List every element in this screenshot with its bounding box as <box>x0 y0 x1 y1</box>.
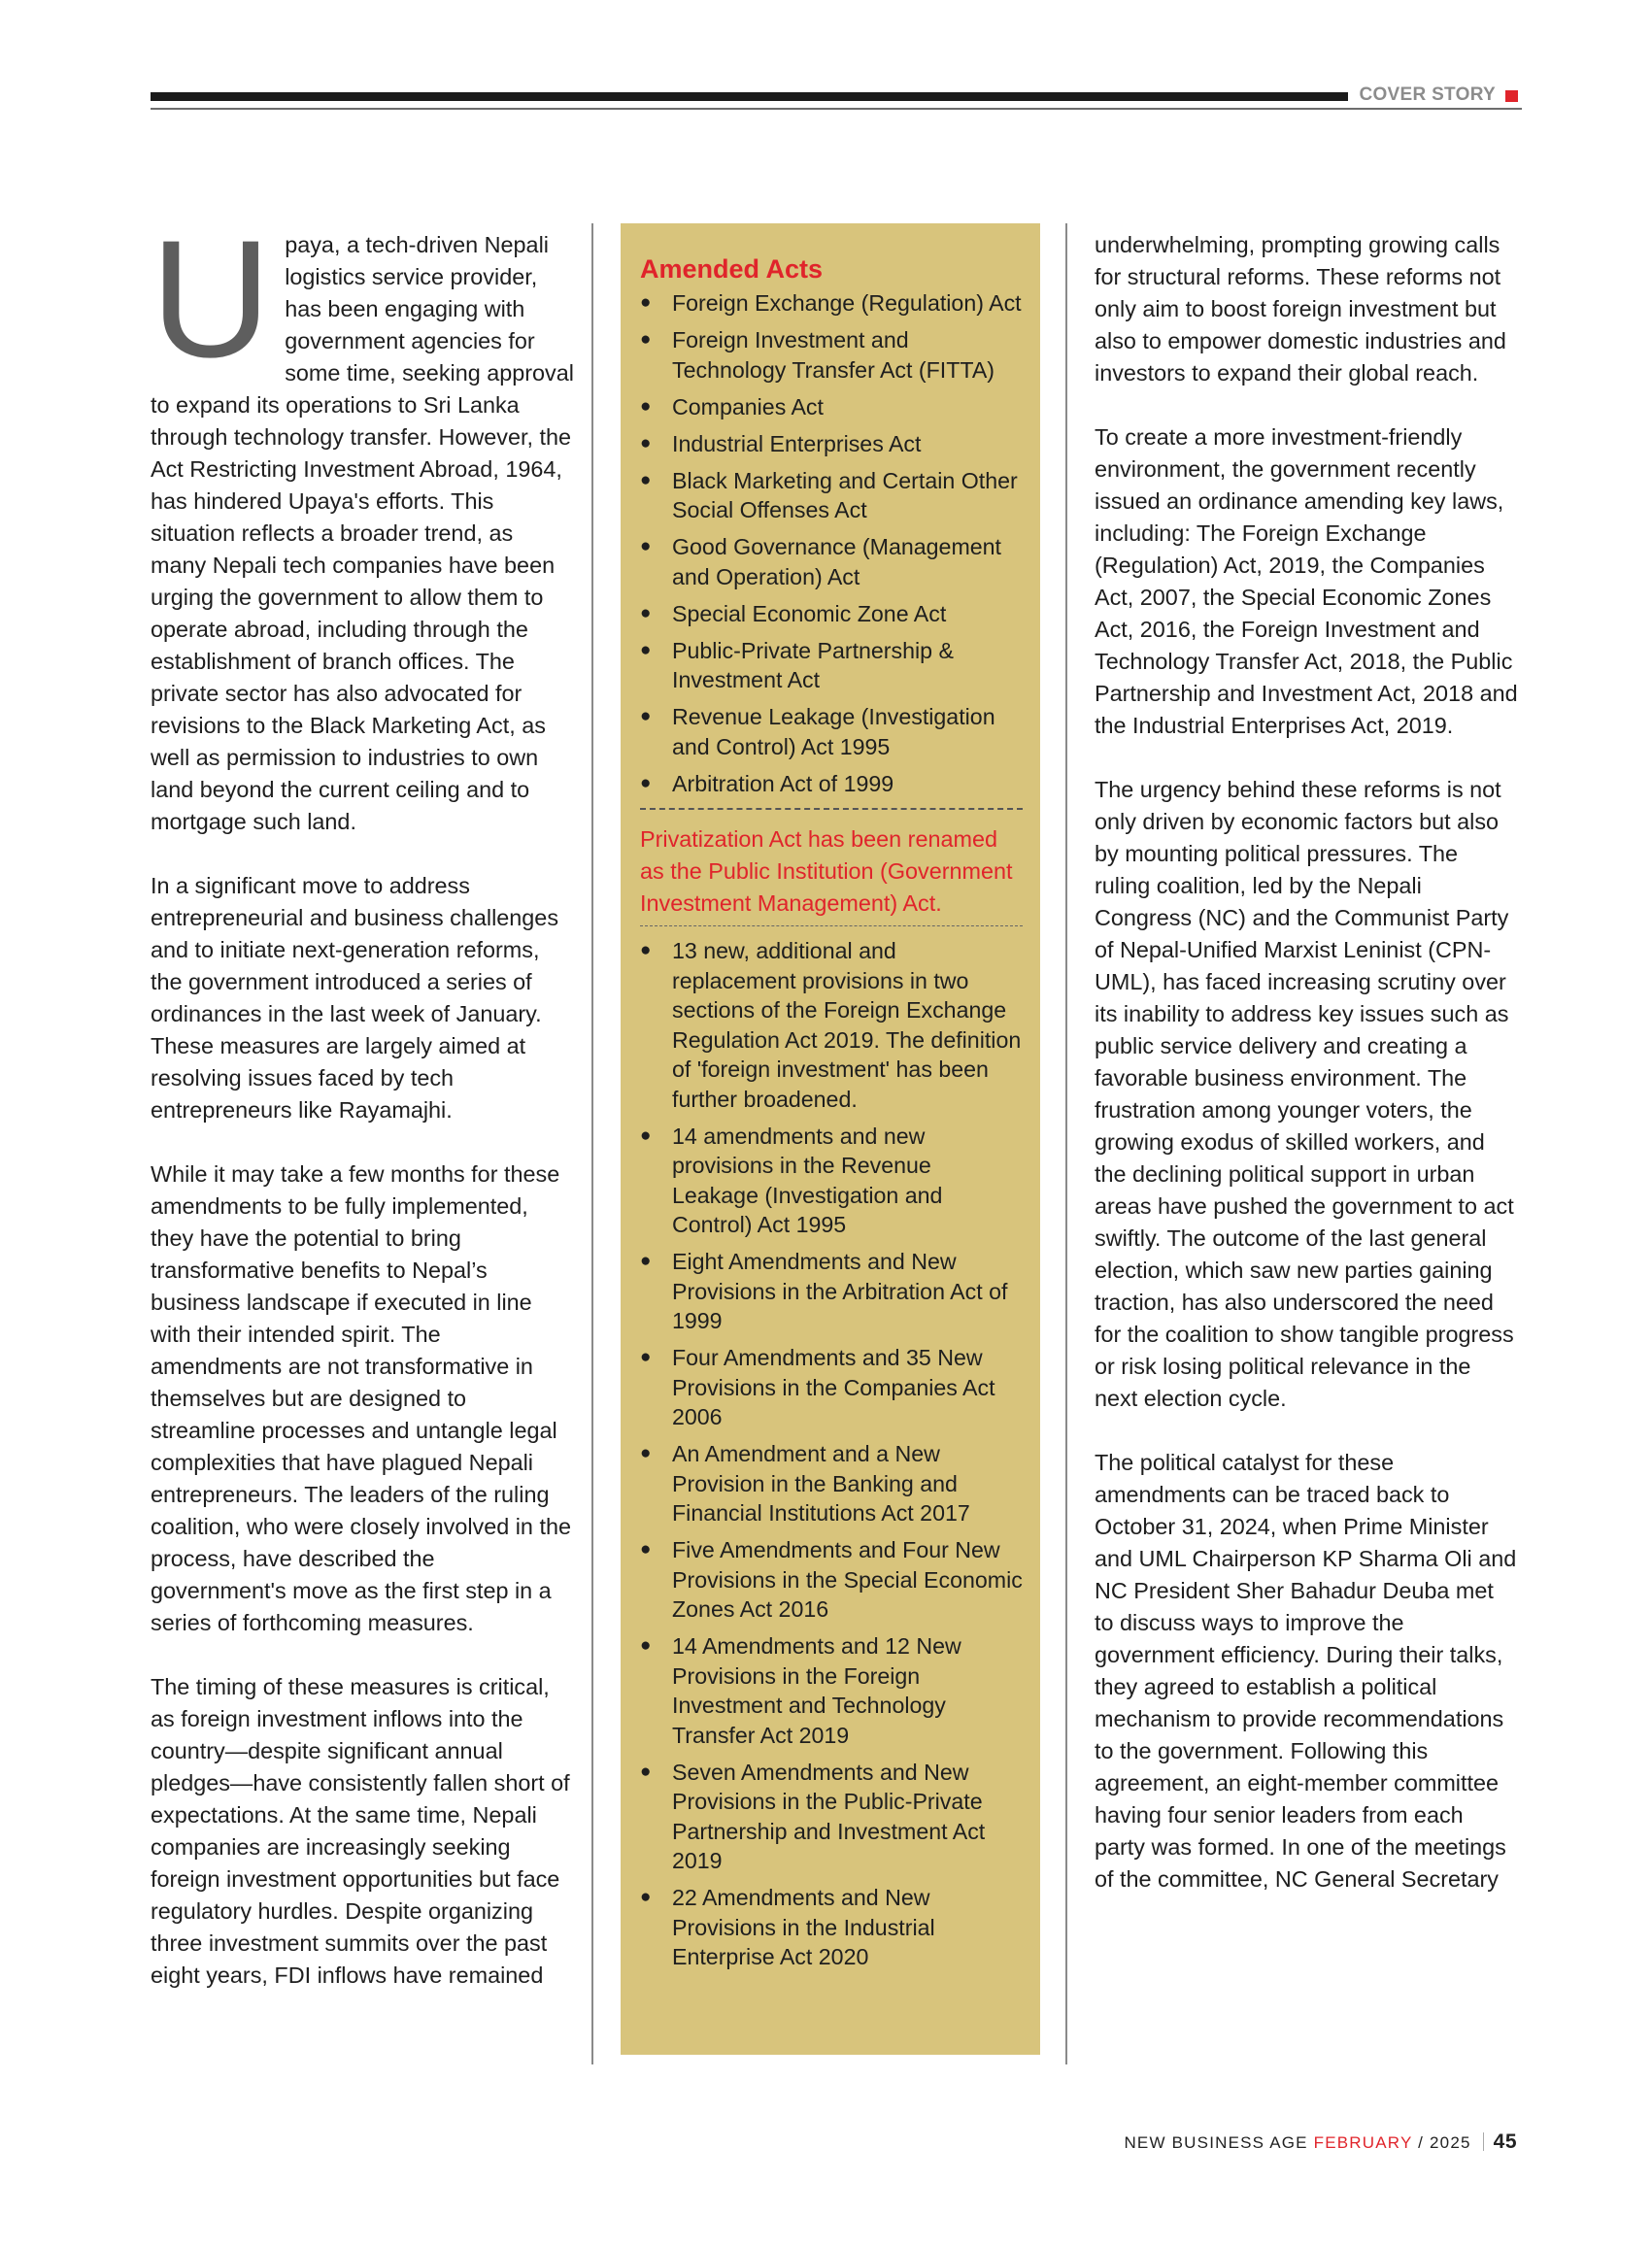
page-footer <box>1124 2128 1517 2157</box>
article-paragraph-6: To create a more investment-friendly environment, the government recently issued an ordinance amending key laws, including: The Foreign Exchange (Regulation) Act, 2019, the Companies Act, 2007, the Special Economic Zones Act, 2016, the Foreign Investment and Technology Transfer Act, 2018, the Public Partnership and Investment Act, 2018 and the Industrial Enterprises Act, 2019. <box>1095 424 1518 738</box>
list-item: ● Four Amendments and 35 New Provisions in the Companies Act 2006 <box>640 1343 1023 1432</box>
column-divider-right <box>1065 223 1067 2064</box>
list-item: ● Foreign Exchange (Regulation) Act <box>640 288 1023 319</box>
column-divider-left <box>591 223 593 2064</box>
right-article-column <box>1095 229 1518 1928</box>
page-number: 45 <box>1493 2131 1517 2153</box>
issue-year: 2025 <box>1430 2133 1471 2152</box>
dashed-divider <box>640 808 1023 810</box>
provisions-list <box>640 936 1023 1972</box>
amended-acts-sidebar <box>621 223 1040 2055</box>
list-item: ● Eight Amendments and New Provisions in the Arbitration Act of 1999 <box>640 1247 1023 1336</box>
article-paragraph-1 <box>151 206 574 838</box>
list-item: ● Five Amendments and Four New Provisions in the Special Economic Zones Act 2016 <box>640 1535 1023 1625</box>
article-paragraph-4: The timing of these measures is critical, as foreign investment inflows into the country—despite significant annual pledges—have consistently fallen short of expectations. At the same time, Nepali companies are increasingly seeking foreign investment opportunities but face regulatory hurdles. Despite organizing three investment summits over the past eight years, FDI inflows have remained <box>151 1674 570 1988</box>
publication-name: NEW BUSINESS AGE <box>1124 2133 1308 2152</box>
amended-acts-list <box>640 288 1023 798</box>
list-item: ● Industrial Enterprises Act <box>640 429 1023 459</box>
paragraph-text: paya, a tech-driven Nepali logistics service provider, has been engaging with government agencies for some time, seeking approval to expand its operations to Sri Lanka through technology transfer. However, the Act Restricting Investment Abroad, 1964, has hindered Upaya's efforts. This situation reflects a broader trend, as many Nepali tech companies have been urging the government to allow them to operate abroad, including through the establishment of branch offices. The private sector has also advocated for revisions to the Black Marketing Act, as well as permission to industries to own land beyond the current ceiling and to mortgage such land. <box>151 232 574 834</box>
list-item: ● Revenue Leakage (Investigation and Control) Act 1995 <box>640 702 1023 761</box>
list-item: ● Arbitration Act of 1999 <box>640 769 1023 799</box>
article-paragraph-2: In a significant move to address entrepreneurial and business challenges and to initiate next-generation reforms, the government introduced a series of ordinances in the last week of January. These measures are largely aimed at resolving issues faced by tech entrepreneurs like Rayamajhi. <box>151 873 559 1123</box>
list-item: ● Seven Amendments and New Provisions in the Public-Private Partnership and Investment Act 2019 <box>640 1758 1023 1876</box>
sidebar-title: Amended Acts <box>640 254 824 284</box>
list-item: ● Special Economic Zone Act <box>640 599 1023 629</box>
date-separator: / <box>1418 2133 1425 2152</box>
dashed-divider <box>640 925 1023 926</box>
list-item: ● Good Governance (Management and Operation) Act <box>640 532 1023 591</box>
issue-month: FEBRUARY <box>1313 2133 1413 2152</box>
article-paragraph-5: underwhelming, prompting growing calls for structural reforms. These reforms not only aim to boost foreign investment but also to empower domestic industries and investors to expand their global reach. <box>1095 232 1506 386</box>
list-item: ● 14 amendments and new provisions in the Revenue Leakage (Investigation and Control) Act 1995 <box>640 1122 1023 1240</box>
list-item: ● 22 Amendments and New Provisions in the Industrial Enterprise Act 2020 <box>640 1883 1023 1972</box>
header-thin-rule <box>151 108 1522 110</box>
privatization-note: Privatization Act has been renamed as the Public Institution (Government Investment Management) Act. <box>640 826 1013 916</box>
list-item: ● Foreign Investment and Technology Transfer Act (FITTA) <box>640 325 1023 385</box>
footer-divider <box>1483 2132 1484 2151</box>
drop-cap: U <box>151 206 272 392</box>
header-thick-rule <box>151 92 1348 101</box>
list-item: ● 13 new, additional and replacement provisions in two sections of the Foreign Exchange Regulation Act 2019. The definition of 'foreign investment' has been further broadened. <box>640 936 1023 1114</box>
list-item: ● Companies Act <box>640 392 1023 422</box>
article-paragraph-8: The political catalyst for these amendments can be traced back to October 31, 2024, when Prime Minister and UML Chairperson KP Sharma Oli and NC President Sher Bahadur Deuba met to discuss ways to improve the government efficiency. During their talks, they agreed to establish a political mechanism to provide recommendations to the government. Following this agreement, an eight-member committee having four senior leaders from each party was formed. In one of the meetings of the committee, NC General Secretary <box>1095 1450 1517 1892</box>
section-marker-square <box>1505 90 1518 102</box>
article-paragraph-7: The urgency behind these reforms is not only driven by economic factors but also by mounting political pressures. The ruling coalition, led by the Nepali Congress (NC) and the Communist Party of Nepal-Unified Marxist Leninist (CPN-UML), has faced increasing scrutiny over its inability to address key issues such as public service delivery and creating a favorable business environment. The frustration among younger voters, the growing exodus of skilled workers, and the declining political support in urban areas have pushed the government to act swiftly. The outcome of the last general election, which saw new parties gaining traction, has also underscored the need for the coalition to show tangible progress or risk losing political relevance in the next election cycle. <box>1095 777 1514 1411</box>
list-item: ● Black Marketing and Certain Other Social Offenses Act <box>640 466 1023 525</box>
left-article-column <box>151 206 574 2024</box>
section-label: COVER STORY <box>1359 84 1496 105</box>
article-paragraph-3: While it may take a few months for these amendments to be fully implemented, they have the potential to bring transformative benefits to Nepal’s business landscape if executed in line with their intended spirit. The amendments are not transformative in themselves but are designed to streamline processes and untangle legal complexities that have plagued Nepali entrepreneurs. The leaders of the ruling coalition, who were closely involved in the process, have described the government's move as the first step in a series of forthcoming measures. <box>151 1161 571 1635</box>
list-item: ● An Amendment and a New Provision in the Banking and Financial Institutions Act 2017 <box>640 1439 1023 1528</box>
list-item: ● Public-Private Partnership & Investment Act <box>640 636 1023 695</box>
list-item: ● 14 Amendments and 12 New Provisions in the Foreign Investment and Technology Transfer Act 2019 <box>640 1631 1023 1750</box>
